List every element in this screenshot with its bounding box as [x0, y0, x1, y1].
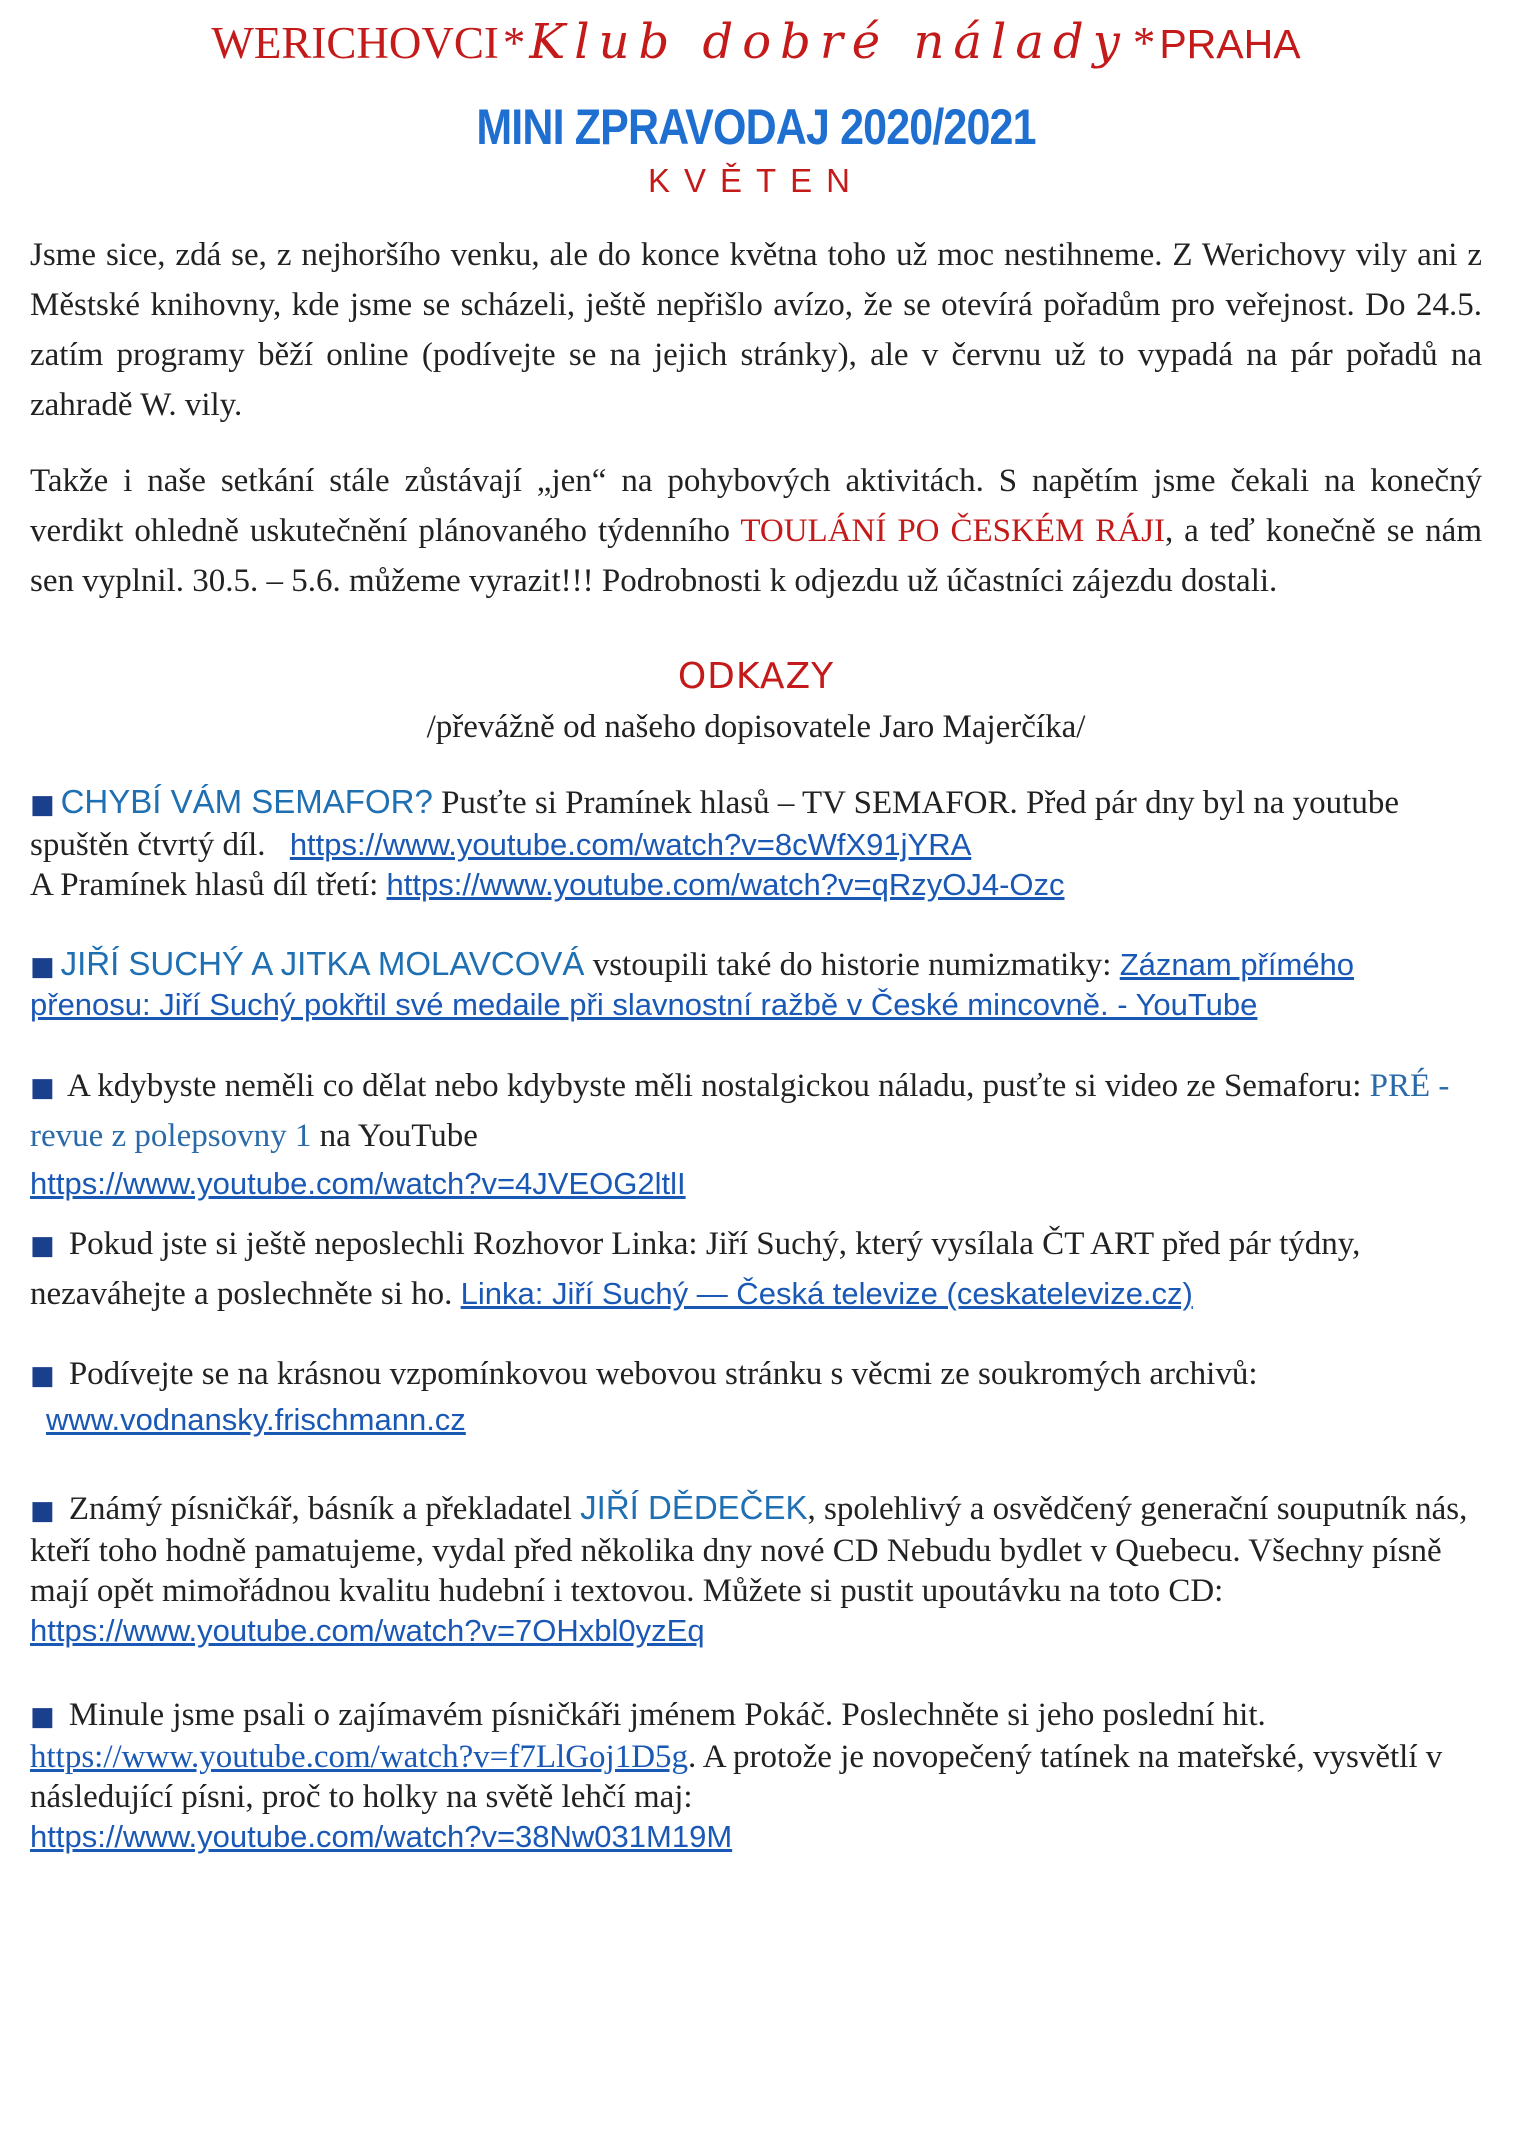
intro-paragraph-1: Jsme sice, zdá se, z nejhoršího venku, ale do konce května toho už moc nestihneme. Z Werichovy vily ani z Městské knihovny, kde jsme se scházeli, ještě nepřišlo avízo, že se otevírá pořadům pro veřejnost. Do 24.5. zatím programy běží online (podívejte se na jejich stránky), ale v červnu už to vypadá na pár pořadů na zahradě W. vily.	[30, 237, 1482, 423]
trip-highlight: TOULÁNÍ PO ČESKÉM RÁJI	[740, 513, 1165, 549]
item-text: A Pramínek hlasů díl třetí:	[30, 867, 387, 903]
paragraph-text: , a teď konečně se nám sen vyplnil. 30.5. – 5.6. můžeme vyrazit!!! Podrobnosti k odjezdu už účastníci zájezdu dostali.	[30, 513, 1482, 599]
newsletter-page	[30, 0, 1482, 1857]
newsletter-title: MINI ZPRAVODAJ 2020/2021	[476, 99, 1036, 155]
ceskatelevize-link[interactable]: Linka: Jiří Suchý — Česká televize (ceskatelevize.cz)	[460, 1276, 1193, 1311]
vodnansky-website-link[interactable]: www.vodnansky.frischmann.cz	[46, 1402, 466, 1437]
club-name-werichovci: WERICHOVCI	[211, 18, 499, 68]
mint-broadcast-link[interactable]: Záznam přímého přenosu: Jiří Suchý pokřtil své medaile při slavnostní ražbě v České mincovně. - YouTube	[30, 947, 1355, 1022]
links-section-subtitle: /převážně od našeho dopisovatele Jaro Majerčíka/	[426, 709, 1086, 745]
item-text: Pusťte si Pramínek hlasů – TV SEMAFOR. Před pár dny byl na youtube spuštěn čtvrtý díl.	[30, 785, 1399, 863]
item-highlight: JIŘÍ DĚDEČEK	[580, 1489, 808, 1526]
link-item-semafor	[30, 782, 1482, 905]
youtube-link-part4[interactable]: https://www.youtube.com/watch?v=8cWfX91jYRA	[289, 827, 972, 862]
item-text: , spolehlivý a osvědčený generační souputník nás, kteří toho hodně pamatujeme, vydal před několika dny nové CD Nebudu bydlet v Quebecu. Všechny písně mají opět mimořádnou kvalitu hudební i textovou. Můžete si pustit upoutávku na toto CD:	[30, 1491, 1468, 1609]
item-text: na YouTube	[311, 1118, 478, 1154]
pokac-hit-link[interactable]: https://www.youtube.com/watch?v=f7LlGoj1D5g	[30, 1739, 689, 1775]
item-highlight: JIŘÍ SUCHÝ A JITKA MOLAVCOVÁ	[60, 945, 585, 982]
club-header	[30, 14, 1482, 76]
links-section-title: ODKAZY	[677, 656, 835, 697]
link-item-vodnansky	[30, 1352, 1482, 1442]
item-highlight: PRÉ - revue z polepsovny 1	[30, 1068, 1450, 1154]
link-item-pokac	[30, 1695, 1482, 1857]
pre-revue-link[interactable]: https://www.youtube.com/watch?v=4JVEOG2ltlI	[30, 1166, 686, 1201]
square-bullet-icon: ■	[30, 1073, 55, 1103]
item-text: Pokud jste si ještě neposlechli Rozhovor Linka: Jiří Suchý, který vysílala ČT ART před pár týdny, nezaváhejte a poslechněte si ho.	[30, 1226, 1361, 1312]
square-bullet-icon: ■	[30, 790, 55, 820]
item-text: Známý písničkář, básník a překladatel	[60, 1491, 581, 1527]
club-city: PRAHA	[1159, 21, 1301, 67]
square-bullet-icon: ■	[30, 1496, 55, 1526]
link-item-pre-revue	[30, 1062, 1482, 1208]
link-item-dedecek	[30, 1488, 1482, 1651]
star-separator: *	[502, 18, 526, 68]
club-name-script: Klub dobré nálady	[529, 14, 1129, 70]
paragraph-text: Takže i naše setkání stále zůstávají „jen“ na pohybových aktivitách. S napětím jsme čekali na konečný verdikt ohledně uskutečnění plánovaného týdenního	[30, 463, 1482, 549]
link-item-suchy-molavcova	[30, 945, 1482, 1024]
square-bullet-icon: ■	[30, 1361, 55, 1391]
link-item-linka-interview	[30, 1220, 1482, 1318]
star-separator: *	[1132, 18, 1156, 68]
square-bullet-icon: ■	[30, 1231, 55, 1261]
pokac-song-link[interactable]: https://www.youtube.com/watch?v=38Nw031M19M	[30, 1819, 733, 1854]
dedecek-cd-link[interactable]: https://www.youtube.com/watch?v=7OHxbl0yzEq	[30, 1613, 705, 1648]
item-text: Minule jsme psali o zajímavém písničkáři jménem Pokáč. Poslechněte si jeho poslední hit.	[60, 1697, 1266, 1733]
intro-paragraph-2	[30, 456, 1482, 606]
square-bullet-icon: ■	[30, 1702, 55, 1732]
youtube-link-part3[interactable]: https://www.youtube.com/watch?v=qRzyOJ4-Ozc	[386, 867, 1065, 902]
item-highlight: CHYBÍ VÁM SEMAFOR?	[60, 783, 433, 820]
square-bullet-icon: ■	[30, 952, 55, 982]
item-text: A kdybyste neměli co dělat nebo kdybyste měli nostalgickou náladu, pusťte si video ze Semaforu:	[60, 1068, 1370, 1104]
item-text: . A protože je novopečený tatínek na mateřské, vysvětlí v následující písni, proč to holky na světě lehčí maj:	[30, 1739, 1443, 1815]
item-text: vstoupili také do historie numizmatiky:	[584, 947, 1120, 983]
newsletter-month: KVĚTEN	[647, 162, 865, 199]
item-text: Podívejte se na krásnou vzpomínkovou webovou stránku s věcmi ze soukromých archivů:	[60, 1356, 1258, 1392]
